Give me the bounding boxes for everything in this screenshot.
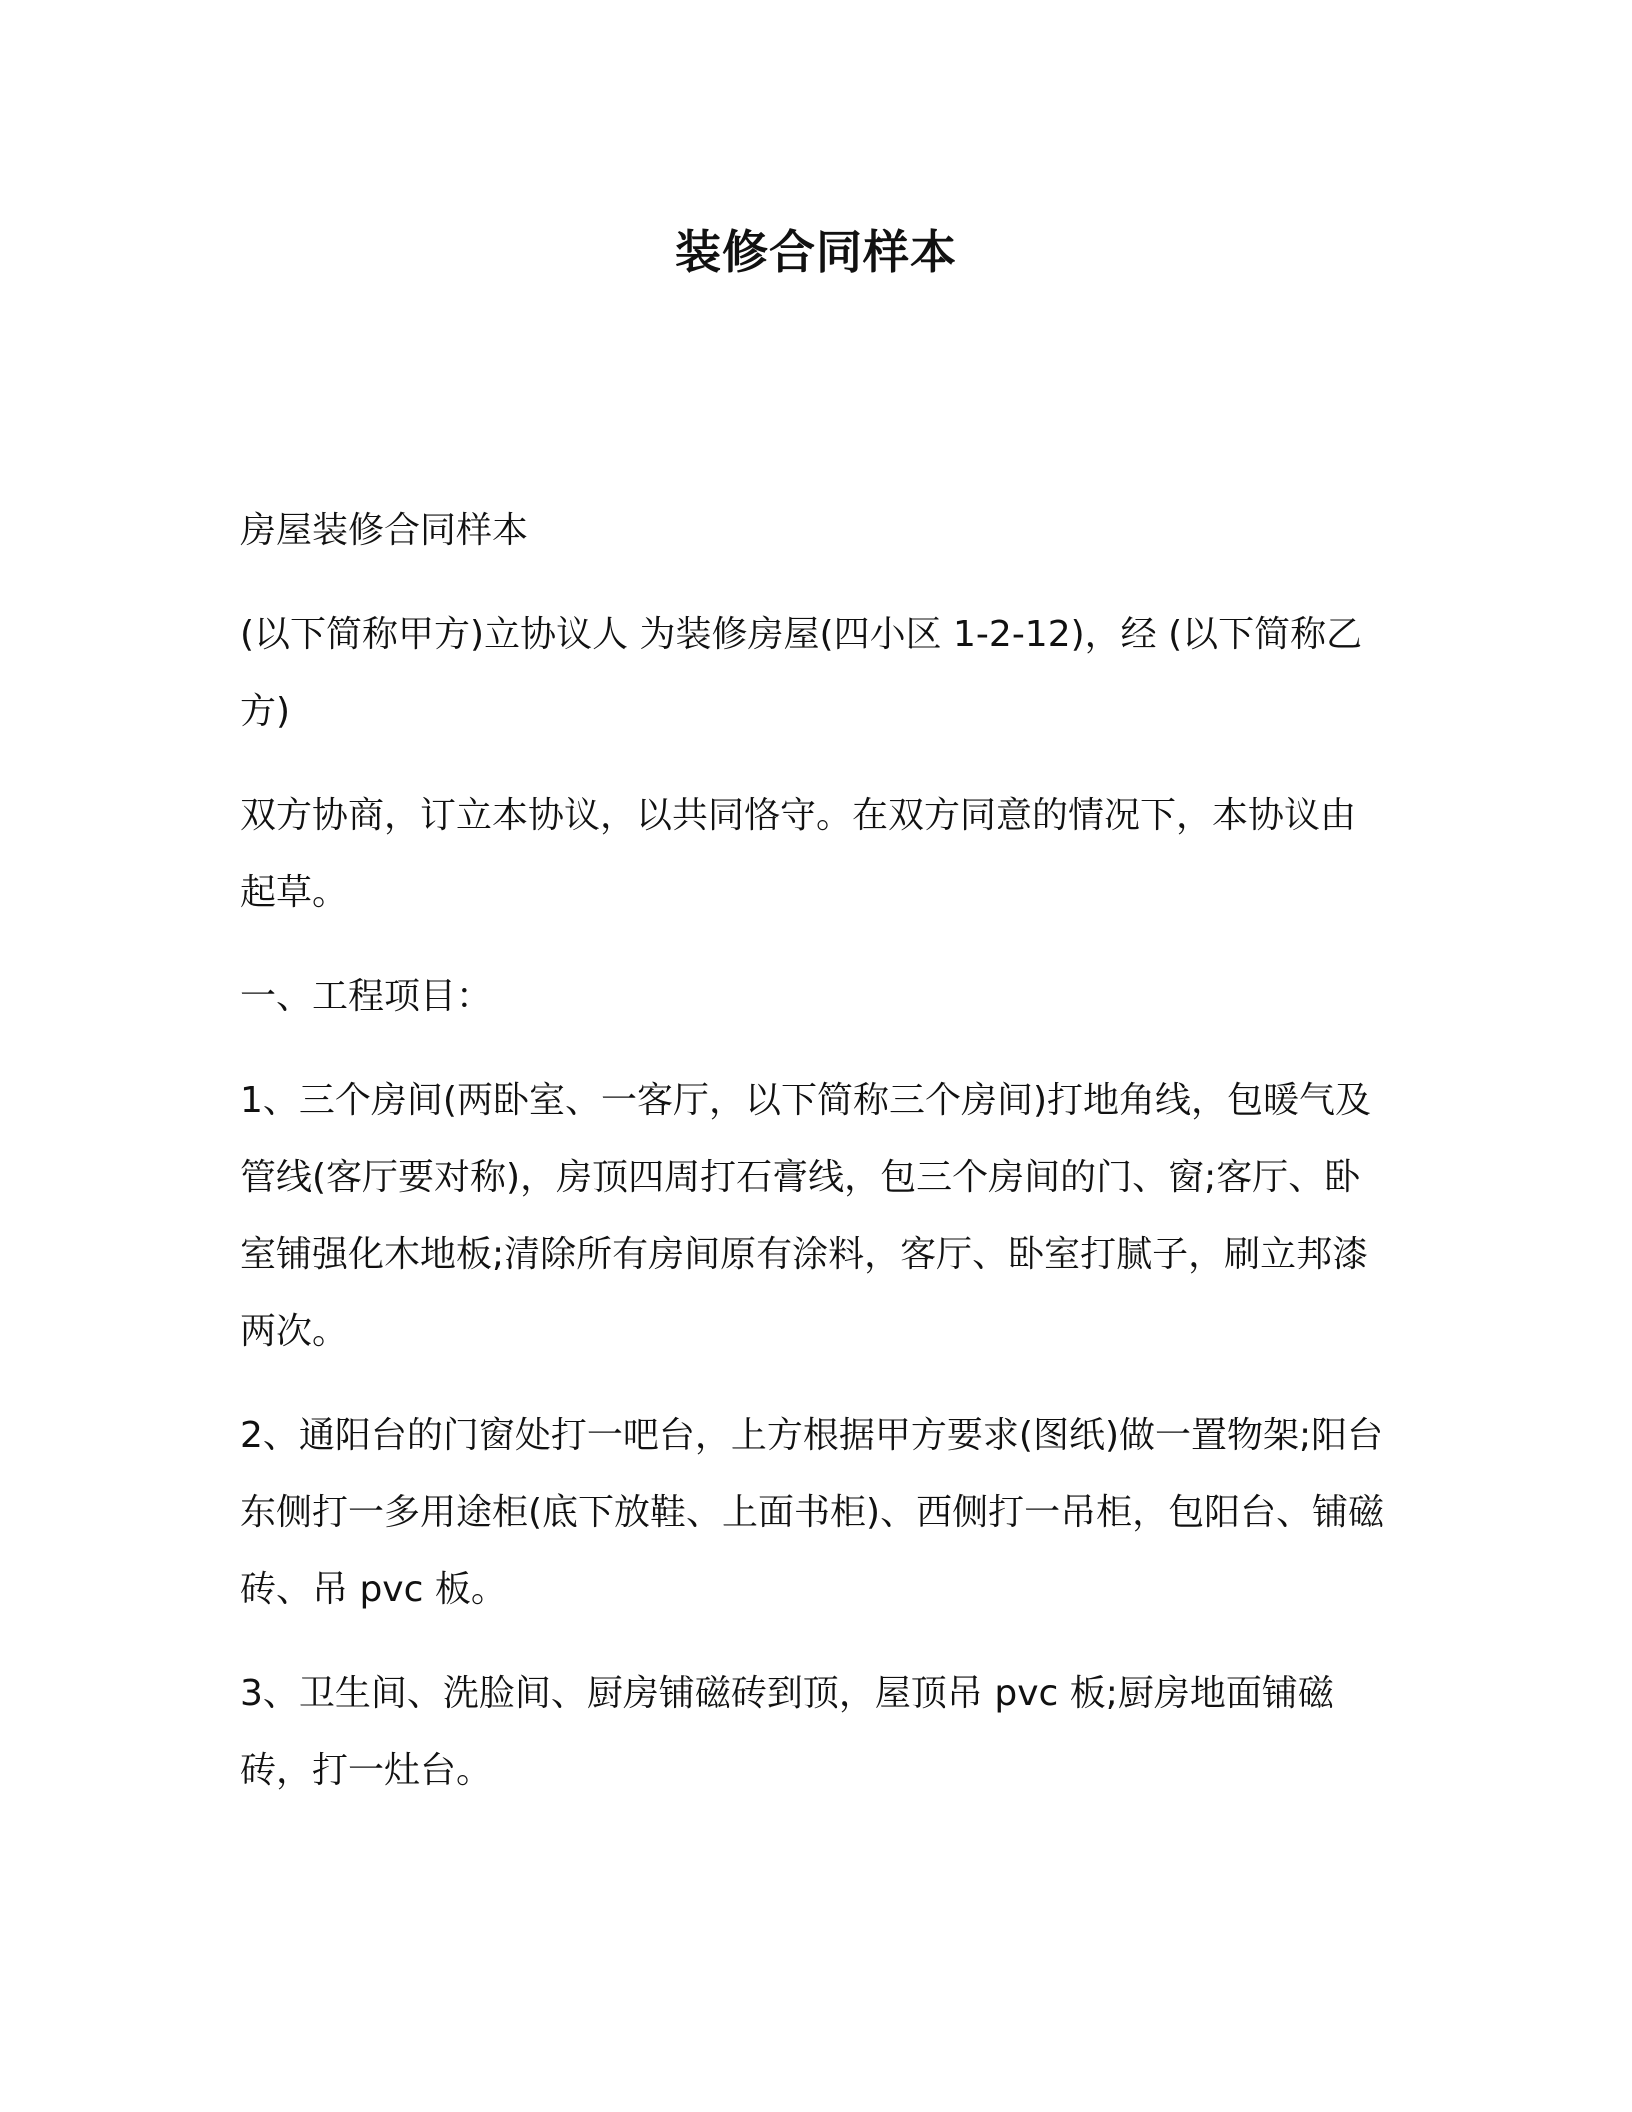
paragraph-item-1: 1、三个房间(两卧室、一客厅，以下简称三个房间)打地角线，包暖气及管线(客厅要对称)，房顶四周打石膏线，包三个房间的门、窗;客厅、卧室铺强化木地板;清除所有房间原有涂料，客厅、卧室打腻子，刷立邦漆两次。 — [240, 1080, 1371, 1352]
document-title: 装修合同样本 — [675, 225, 957, 279]
paragraph-agreement: 双方协商，订立本协议，以共同恪守。在双方同意的情况下，本协议由起草。 — [240, 795, 1357, 913]
paragraph-item-3: 3、卫生间、洗脸间、厨房铺磁砖到顶，屋顶吊 pvc 板;厨房地面铺磁砖，打一灶台。 — [240, 1673, 1334, 1791]
paragraph-item-2: 2、通阳台的门窗处打一吧台，上方根据甲方要求(图纸)做一置物架;阳台东侧打一多用途柜(底下放鞋、上面书柜)、西侧打一吊柜，包阳台、铺磁砖、吊 pvc 板。 — [240, 1415, 1385, 1610]
paragraph-subtitle: 房屋装修合同样本 — [240, 510, 529, 551]
document-body — [240, 492, 1390, 1836]
paragraph-parties: (以下简称甲方)立协议人 为装修房屋(四小区 1-2-12)，经 (以下简称乙方) — [240, 614, 1363, 732]
section-heading-projects: 一、工程项目： — [240, 976, 493, 1017]
